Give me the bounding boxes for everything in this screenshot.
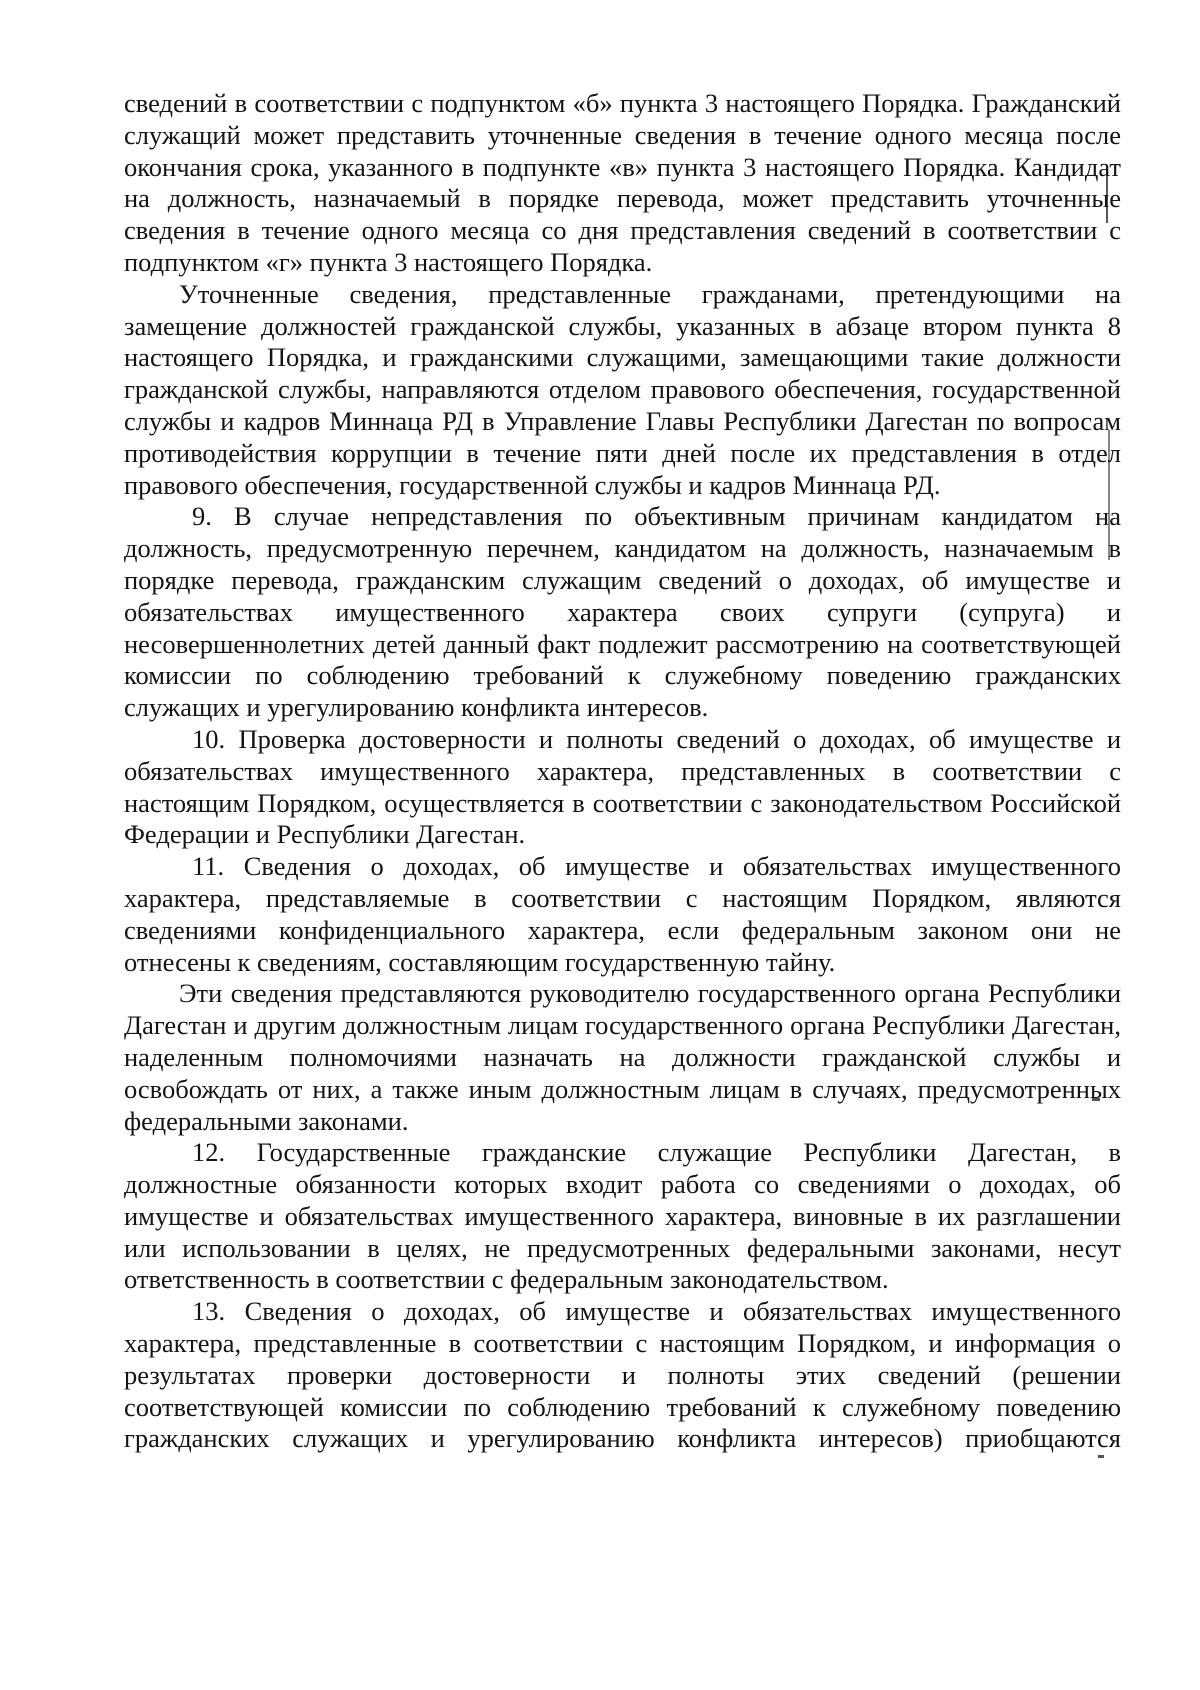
paragraph-11: 11. Сведения о доходах, об имуществе и обязательствах имущественного характера, представляемые в соответствии с настоящим Порядком, являются сведениями конфиденциального характера, если федеральным законом они не отнесены к сведениям, составляющим государственную тайну. [124, 851, 1121, 977]
paragraph-10: 10. Проверка достоверности и полноты сведений о доходах, об имуществе и обязательствах имущественного характера, представленных в соответствии с настоящим Порядком, осуществляется в соответствии с законодательством Российской Федерации и Республики Дагестан. [124, 723, 1121, 850]
paragraph-continuation: сведений в соответствии с подпунктом «б» пункта 3 настоящего Порядка. Гражданский служащий может представить уточненные сведения в течение одного месяца после окончания срока, указанного в подпункте «в» пункта 3 настоящего Порядка. Кандидат на должность, назначаемый в порядке перевода, может представить уточненные сведения в течение одного месяца со дня представления сведений в соответствии с подпунктом «г» пункта 3 настоящего Порядка. [124, 88, 1121, 277]
paragraph-9: 9. В случае непредставления по объективным причинам кандидатом на должность, предусмотренную перечнем, кандидатом на должность, назначаемым в порядке перевода, гражданским служащим сведений о доходах, об имуществе и обязательствах имущественного характера своих супруги (супруга) и несовершеннолетних детей данный факт подлежит рассмотрению на соответствующей комиссии по соблюдению требований к служебному поведению гражданских служащих и урегулированию конфликта интересов. [124, 501, 1121, 723]
paragraph-13: 13. Сведения о доходах, об имуществе и обязательствах имущественного характера, представленные в соответствии с настоящим Порядком, и информация о результатах проверки достоверности и полноты этих сведений (решении соответствующей комиссии по соблюдению требований к служебному поведению гражданских служащих и урегулированию конфликта интересов) приобщаются [124, 1296, 1121, 1454]
paragraph-refined-info: Уточненные сведения, представленные гражданами, претендующими на замещение должностей гражданской службы, указанных в абзаце втором пункта 8 настоящего Порядка, и гражданскими служащими, замещающими такие должности гражданской службы, направляются отделом правового обеспечения, государственной службы и кадров Миннаца РД в Управление Главы Республики Дагестан по вопросам противодействия коррупции в течение пяти дней после их представления в отдел правового обеспечения, государственной службы и кадров Миннаца РД. [124, 278, 1121, 500]
paragraph-12: 12. Государственные гражданские служащие Республики Дагестан, в должностные обязанности которых входит работа со сведениями о доходах, об имуществе и обязательствах имущественного характера, виновные в их разглашении или использовании в целях, не предусмотренных федеральными законами, несут ответственность в соответствии с федеральным законодательством. [124, 1137, 1121, 1295]
paragraph-11-continued: Эти сведения представляются руководителю государственного органа Республики Дагестан и другим должностным лицам государственного органа Республики Дагестан, наделенным полномочиями назначать на должности гражданской службы и освобождать от них, а также иным должностным лицам в случаях, предусмотренных федеральными законами. [124, 978, 1121, 1136]
scan-dot [1098, 1455, 1104, 1458]
document-body [124, 88, 1121, 1455]
